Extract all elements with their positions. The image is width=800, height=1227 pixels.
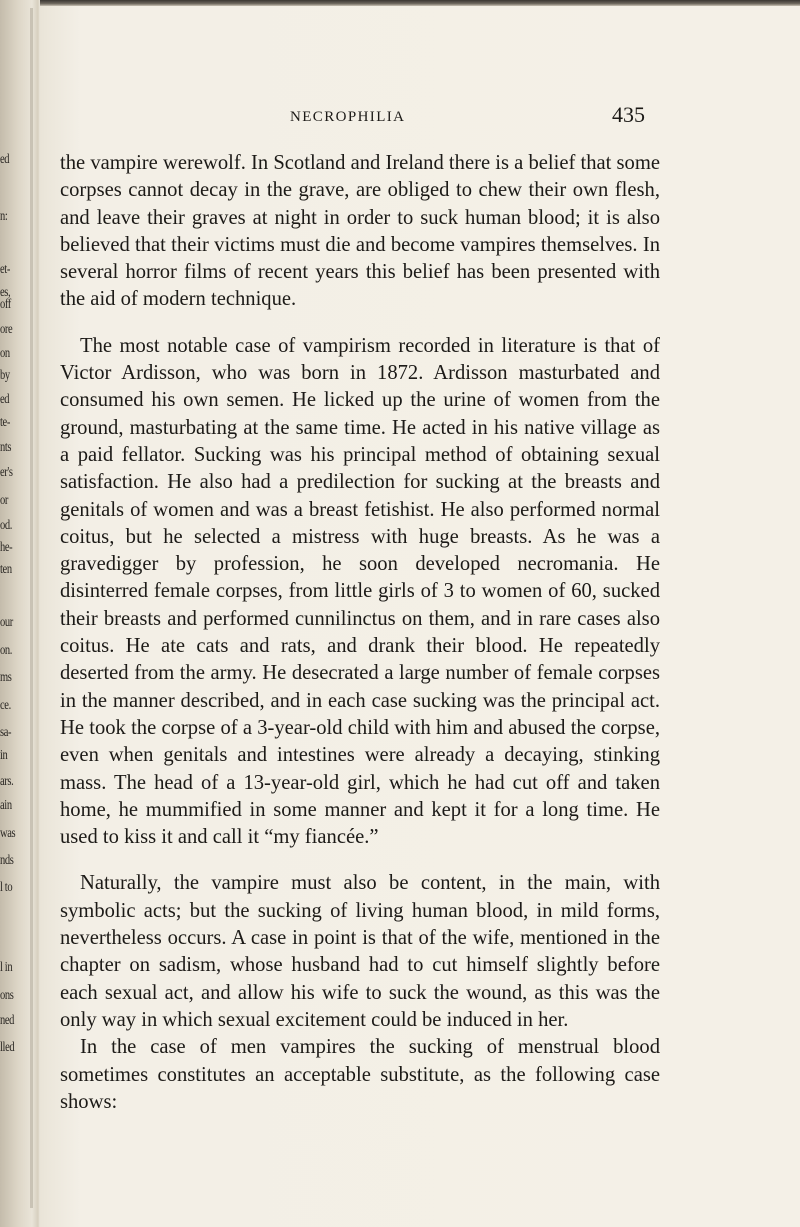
gutter-fragment: by [0, 368, 10, 383]
gutter-fragment: sa- [0, 725, 12, 740]
gutter-fragment: te- [0, 415, 10, 430]
running-head [290, 100, 645, 128]
gutter-fragment: ons [0, 988, 14, 1003]
gutter-fragment: ten [0, 562, 12, 577]
gutter-fragment: es, [0, 285, 11, 300]
gutter-fragment: l to [0, 880, 13, 895]
gutter-binding-edge [30, 8, 33, 1208]
chapter-title: NECROPHILIA [290, 109, 406, 125]
paragraph: the vampire werewolf. In Scotland and Ireland there is a belief that some corpses cannot decay in the grave, are obliged to chew their own flesh, and leave their graves at night in order to suck human blood; it is also believed that their victims must die and become vampires themselves. In several horror films of recent years this belief has been presented with the aid of modern technique. [60, 152, 660, 311]
gutter-fragment: nds [0, 853, 14, 868]
gutter-fragment: nts [0, 440, 12, 455]
gutter-fragment: ce. [0, 698, 11, 713]
top-edge-shadow [0, 0, 800, 6]
paragraph: The most notable case of vampirism recorded in literature is that of Victor Ardisson, who was born in 1872. Ardisson masturbated and consumed his own semen. He licked up the urine of women from the ground, masturbating at the same time. He acted in his native village as a paid fellator. Sucking was his principal method of obtaining sexual satisfaction. He also had a predilection for sucking at the breasts and genitals of women and was a breast fetishist. He also performed normal coitus, but he selected a mistress with huge breasts. As he was a gravedigger by profession, he soon developed necromania. He disinterred female corpses, from little girls of 3 to women of 60, sucked their breasts and performed cunnilinctus on them, and in rare cases also coitus. He ate cats and rats, and drank their blood. He repeatedly deserted from the army. He desecrated a large number of female corpses in the manner described, and in each case sucking was the principal act. He took the corpse of a 3-year-old child with him and abused the corpse, even when genitals and intestines were already a decaying, stinking mass. The head of a 13-year-old girl, which he had cut off and taken home, he mummified in some manner and kept it for a long time. He used to kiss it and call it “my fiancée.” [60, 334, 660, 849]
gutter-fragment: off [0, 297, 11, 312]
gutter-fragment: ned [0, 1013, 15, 1028]
gutter-fragment: he- [0, 540, 13, 555]
gutter-fragment: our [0, 615, 13, 630]
gutter-fragment: ain [0, 798, 12, 813]
gutter-fragment: ars. [0, 774, 14, 789]
gutter-fragment: n: [0, 209, 8, 224]
page-number: 435 [612, 102, 645, 127]
paragraph: Naturally, the vampire must also be content, in the main, with symbolic acts; but the sucking of living human blood, in mild forms, nevertheless occurs. A case in point is that of the wife, mentioned in the chapter on sadism, whose husband had to cut himself slightly before each sexual act, and allow his wife to suck the wound, as this was the only way in which sexual excitement could be induced in her. [60, 872, 660, 1031]
gutter-fragment: ed [0, 152, 10, 167]
gutter-fragment: in [0, 748, 8, 763]
gutter-fragment: ms [0, 670, 12, 685]
gutter-fragment: et- [0, 262, 10, 277]
gutter-fragment: on. [0, 643, 12, 658]
gutter-fragment: od. [0, 518, 12, 533]
gutter-fragment: or [0, 493, 9, 508]
gutter-fragment: ore [0, 322, 13, 337]
gutter-fragment: lled [0, 1040, 15, 1055]
gutter-fragment: on [0, 346, 10, 361]
gutter-fragment: ed [0, 392, 10, 407]
body-text [60, 150, 660, 1116]
facing-page-gutter [0, 0, 40, 1227]
paragraph: In the case of men vampires the sucking of menstrual blood sometimes constitutes an acceptable substitute, as the following case shows: [60, 1036, 660, 1113]
gutter-fragment: l in [0, 960, 13, 975]
gutter-fragment: er's [0, 465, 13, 480]
gutter-fragment: was [0, 826, 16, 841]
